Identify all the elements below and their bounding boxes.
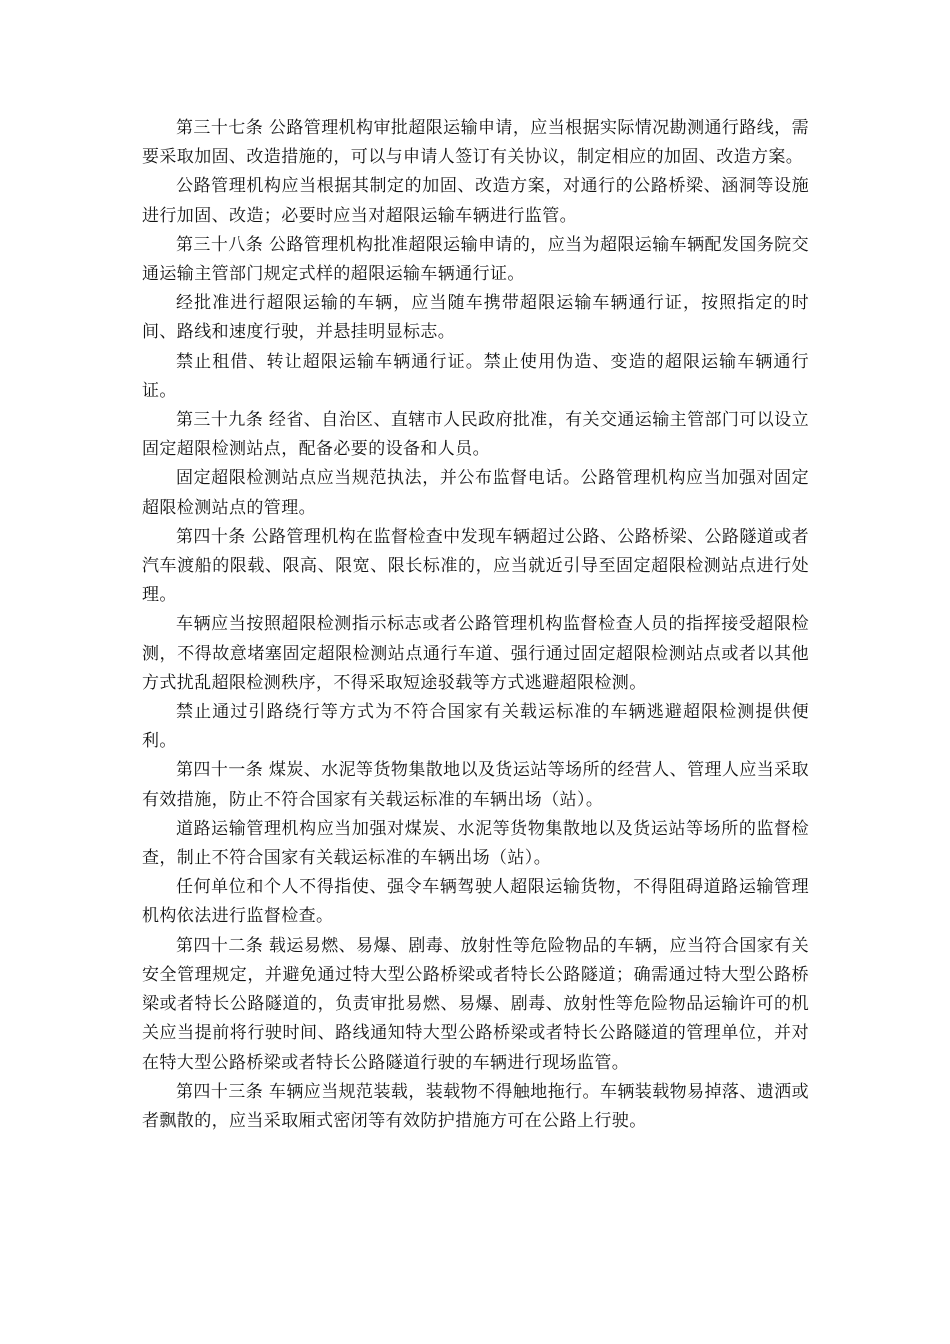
paragraph-article-40: 第四十条 公路管理机构在监督检查中发现车辆超过公路、公路桥梁、公路隧道或者汽车渡船的限载、限高、限宽、限长标准的，应当就近引导至固定超限检测站点进行处理。 <box>142 526 809 606</box>
paragraph-article-38: 第三十八条 公路管理机构批准超限运输申请的，应当为超限运输车辆配发国务院交通运输主管部门规定式样的超限运输车辆通行证。 <box>142 234 809 285</box>
paragraph: 车辆应当按照超限检测指示标志或者公路管理机构监督检查人员的指挥接受超限检测，不得故意堵塞固定超限检测站点通行车道、强行通过固定超限检测站点或者以其他方式扰乱超限检测秩序，不得采取短途驳载等方式逃避超限检测。 <box>142 614 809 693</box>
paragraph: 禁止通过引路绕行等方式为不符合国家有关载运标准的车辆逃避超限检测提供便利。 <box>142 702 809 752</box>
paragraph-article-39: 第三十九条 经省、自治区、直辖市人民政府批准，有关交通运输主管部门可以设立固定超限检测站点，配备必要的设备和人员。 <box>142 410 809 460</box>
paragraph: 经批准进行超限运输的车辆，应当随车携带超限运输车辆通行证，按照指定的时间、路线和速度行驶，并悬挂明显标志。 <box>142 293 809 343</box>
paragraph: 道路运输管理机构应当加强对煤炭、水泥等货物集散地以及货运站等场所的监督检查，制止不符合国家有关载运标准的车辆出场（站）。 <box>142 818 809 869</box>
paragraph: 禁止租借、转让超限运输车辆通行证。禁止使用伪造、变造的超限运输车辆通行证。 <box>142 351 809 401</box>
paragraph-article-42: 第四十二条 载运易燃、易爆、剧毒、放射性等危险物品的车辆，应当符合国家有关安全管理规定，并避免通过特大型公路桥梁或者特长公路隧道；确需通过特大型公路桥梁或者特长公路隧道的，负责审批易燃、易爆、剧毒、放射性等危险物品运输许可的机关应当提前将行驶时间、路线通知特大型公路桥梁或者特长公路隧道的管理单位，并对在特大型公路桥梁或者特长公路隧道行驶的车辆进行现场监管。 <box>142 935 809 1073</box>
document-body <box>142 114 809 1136</box>
paragraph-article-41: 第四十一条 煤炭、水泥等货物集散地以及货运站等场所的经营人、管理人应当采取有效措施，防止不符合国家有关载运标准的车辆出场（站）。 <box>142 760 809 810</box>
paragraph: 固定超限检测站点应当规范执法，并公布监督电话。公路管理机构应当加强对固定超限检测站点的管理。 <box>142 468 809 518</box>
paragraph-article-43: 第四十三条 车辆应当规范装载，装载物不得触地拖行。车辆装载物易掉落、遗洒或者飘散的，应当采取厢式密闭等有效防护措施方可在公路上行驶。 <box>142 1081 809 1131</box>
paragraph: 任何单位和个人不得指使、强令车辆驾驶人超限运输货物，不得阻碍道路运输管理机构依法进行监督检查。 <box>142 877 809 927</box>
paragraph: 公路管理机构应当根据其制定的加固、改造方案，对通行的公路桥梁、涵洞等设施进行加固、改造；必要时应当对超限运输车辆进行监管。 <box>142 176 809 226</box>
paragraph-article-37: 第三十七条 公路管理机构审批超限运输申请，应当根据实际情况勘测通行路线，需要采取加固、改造措施的，可以与申请人签订有关协议，制定相应的加固、改造方案。 <box>142 118 809 168</box>
